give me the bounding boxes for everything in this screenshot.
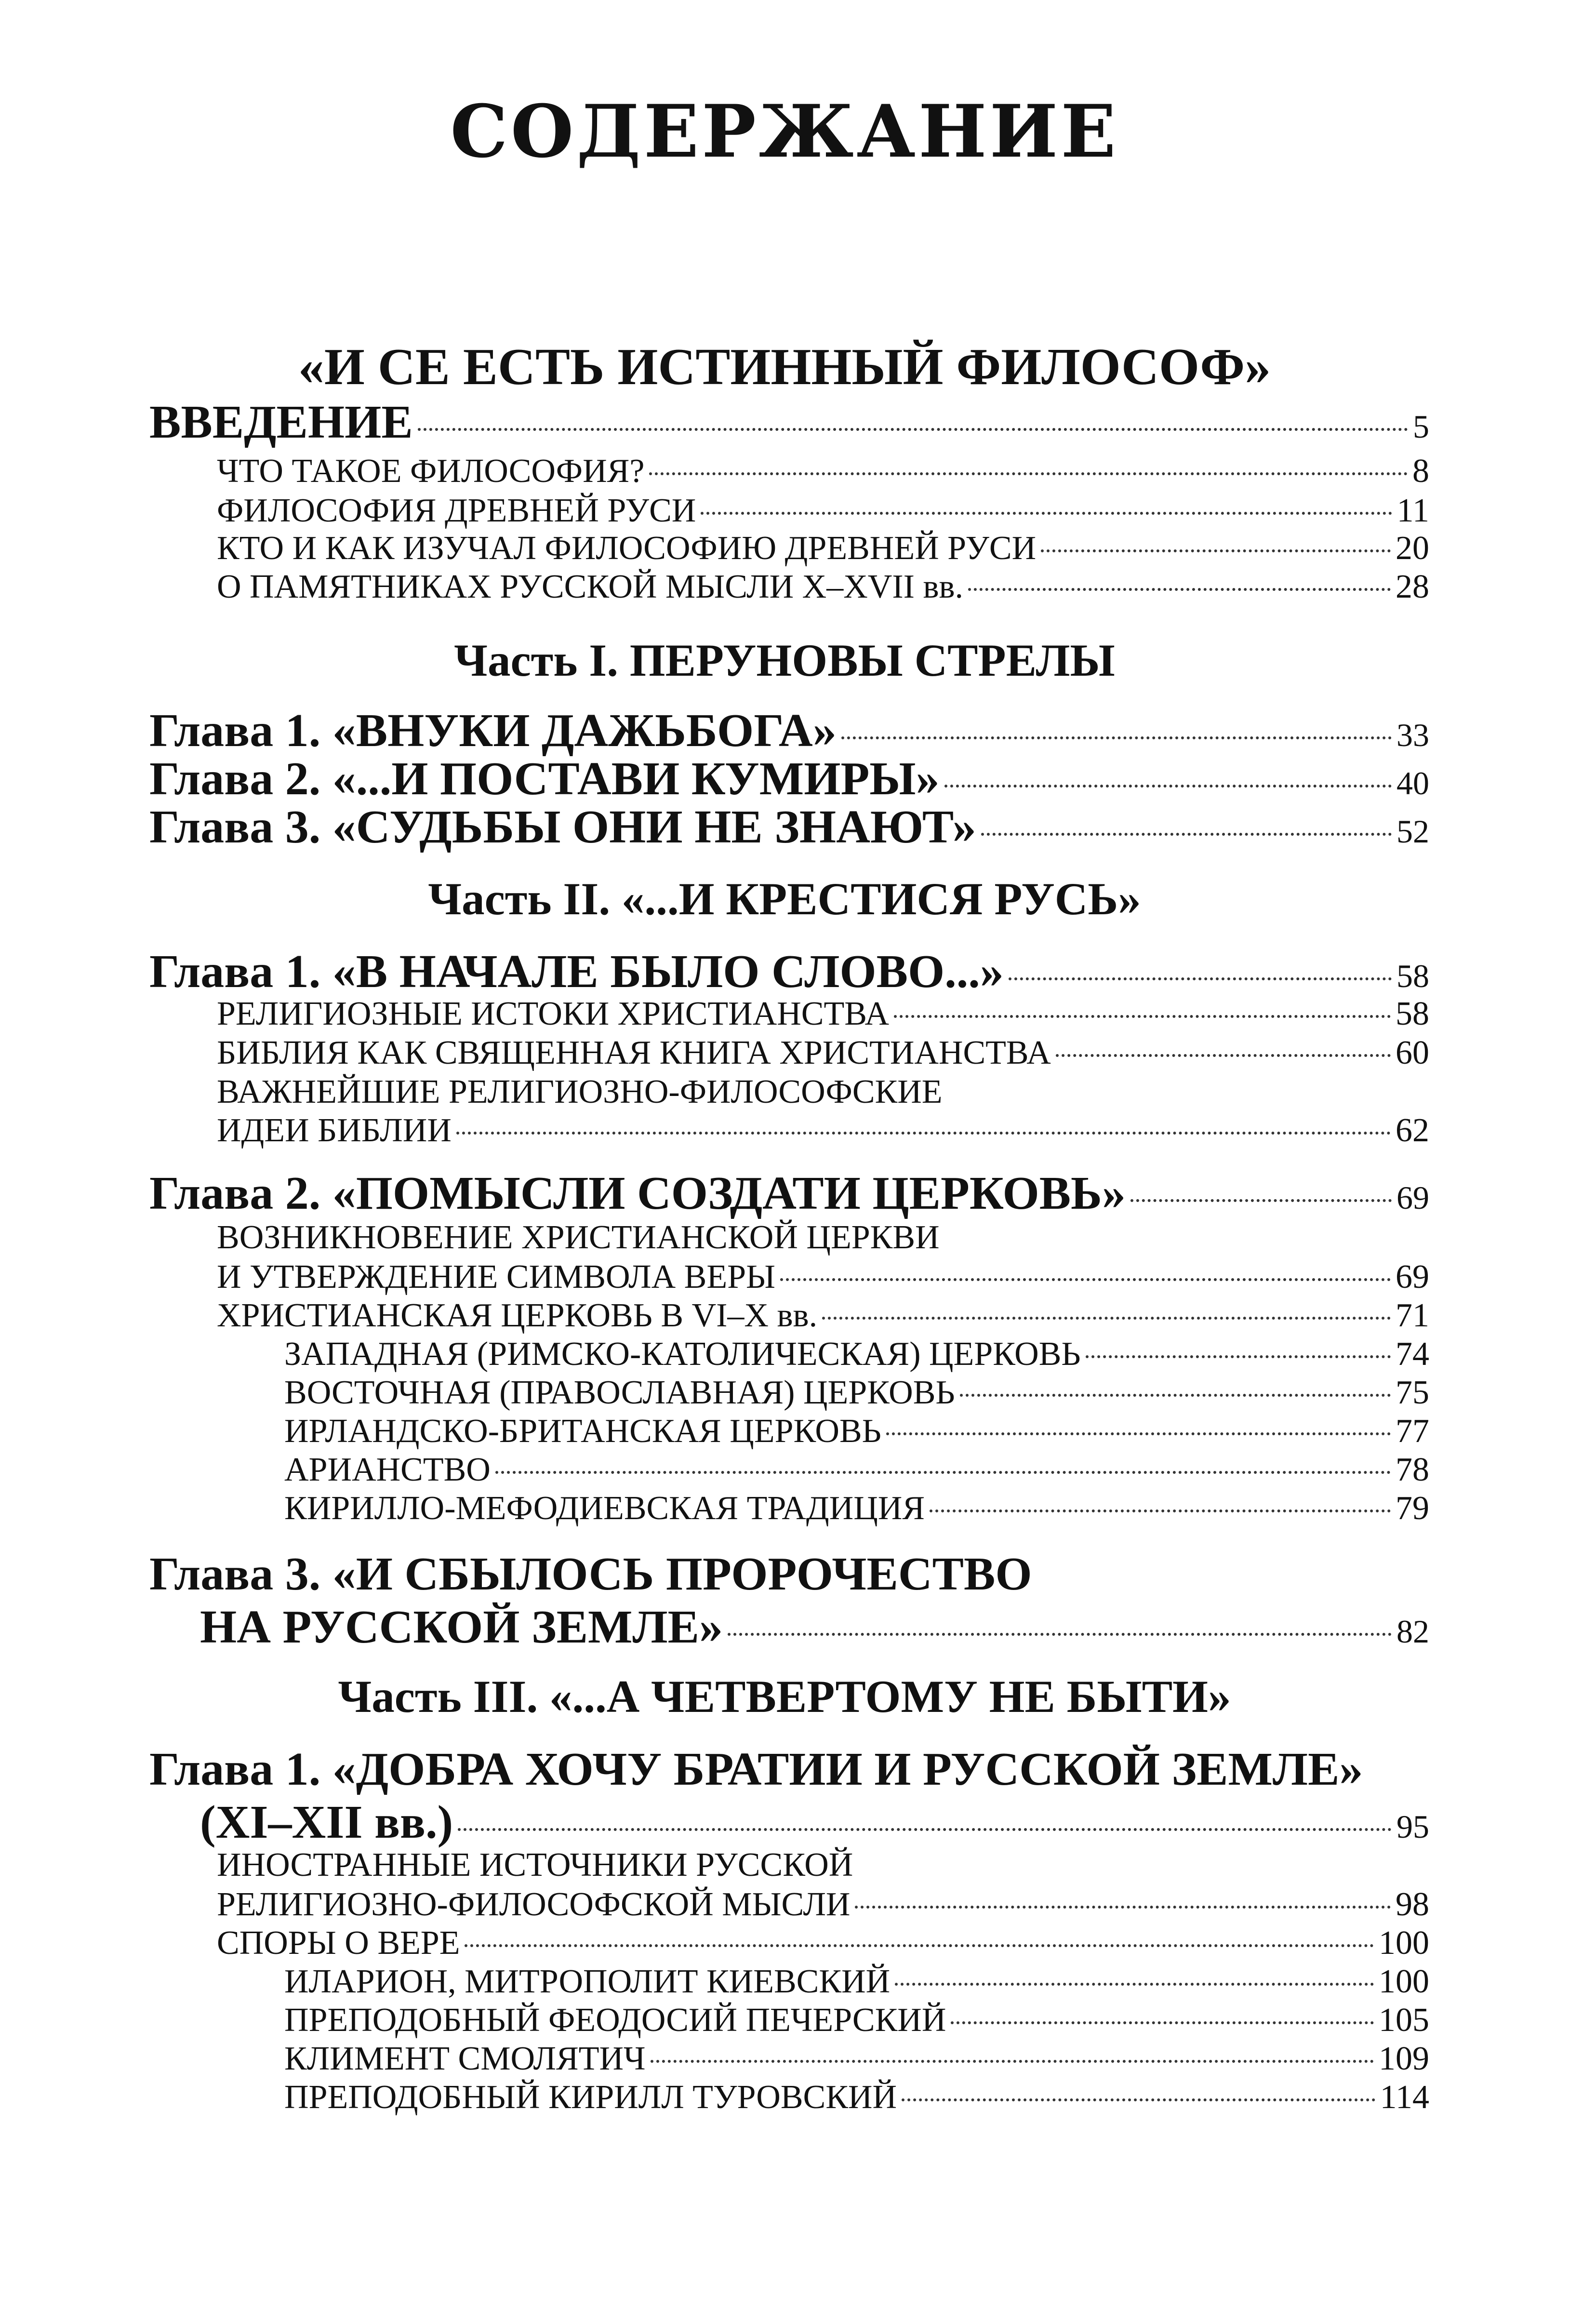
- toc-page-number: 109: [1379, 2040, 1429, 2077]
- toc-page-number: 58: [1396, 958, 1429, 994]
- dot-leader: [495, 1471, 1391, 1474]
- toc-label: ПРЕПОДОБНЫЙ ФЕОДОСИЙ ПЕЧЕРСКИЙ: [284, 2002, 946, 2039]
- toc-entry-line: ВАЖНЕЙШИЕ РЕЛИГИОЗНО-ФИЛОСОФСКИЕ: [217, 1073, 943, 1110]
- toc-label: ФИЛОСОФИЯ ДРЕВНЕЙ РУСИ: [217, 492, 696, 529]
- toc-page-number: 77: [1396, 1413, 1429, 1450]
- toc-page-number: 8: [1412, 453, 1429, 490]
- dot-leader: [1130, 1199, 1392, 1202]
- toc-label: Глава 2. «...И ПОСТАВИ КУМИРЫ»: [149, 753, 940, 805]
- toc-page-number: 11: [1396, 492, 1429, 529]
- toc-page-number: 40: [1396, 765, 1429, 801]
- toc-label: ЧТО ТАКОЕ ФИЛОСОФИЯ?: [217, 453, 645, 490]
- toc-page-number: 98: [1396, 1886, 1429, 1923]
- toc-label: Глава 2. «ПОМЫСЛИ СОЗДАТИ ЦЕРКОВЬ»: [149, 1167, 1126, 1219]
- toc-page-number: 5: [1413, 408, 1429, 445]
- toc-label: Глава 3. «СУДЬБЫ ОНИ НЕ ЗНАЮТ»: [149, 801, 976, 853]
- toc-label: ИДЕИ БИБЛИИ: [217, 1112, 452, 1149]
- toc-page-number: 100: [1379, 1924, 1429, 1962]
- toc-page-number: 58: [1396, 995, 1429, 1032]
- toc-page-number: 82: [1396, 1613, 1429, 1650]
- dot-leader: [902, 2098, 1375, 2101]
- toc-entry[interactable]: [217, 1885, 1429, 1924]
- toc-label: ВОСТОЧНАЯ (ПРАВОСЛАВНАЯ) ЦЕРКОВЬ: [284, 1374, 955, 1411]
- dot-leader: [649, 472, 1408, 475]
- toc-page-number: 71: [1396, 1297, 1429, 1334]
- toc-page-number: 20: [1396, 530, 1429, 567]
- toc-page-number: 114: [1380, 2079, 1429, 2116]
- dot-leader: [651, 2060, 1374, 2063]
- toc-chapter[interactable]: [149, 945, 1429, 999]
- toc-entry-line: ИНОСТРАННЫЕ ИСТОЧНИКИ РУССКОЙ: [217, 1846, 853, 1883]
- toc-page-number: 105: [1379, 2002, 1429, 2039]
- toc-entry[interactable]: [217, 1111, 1429, 1150]
- toc-chapter[interactable]: [200, 1600, 1429, 1654]
- toc-chapter[interactable]: [200, 1795, 1429, 1849]
- dot-leader: [894, 1015, 1391, 1018]
- dot-leader: [944, 785, 1392, 788]
- toc-subentry[interactable]: [284, 1412, 1429, 1451]
- toc-page-number: 79: [1396, 1490, 1429, 1527]
- dot-leader: [822, 1317, 1391, 1320]
- dot-leader: [1009, 977, 1392, 980]
- part-title: Часть II. «...И КРЕСТИСЯ РУСЬ»: [428, 873, 1141, 924]
- toc-subentry[interactable]: [284, 1335, 1429, 1374]
- toc-page-number: 28: [1396, 568, 1429, 605]
- dot-leader: [1056, 1054, 1391, 1057]
- dot-leader: [701, 512, 1392, 515]
- toc-page-number: 78: [1396, 1451, 1429, 1488]
- toc-label: ПРЕПОДОБНЫЙ КИРИЛЛ ТУРОВСКИЙ: [284, 2079, 897, 2116]
- toc-label: РЕЛИГИОЗНО-ФИЛОСОФСКОЙ МЫСЛИ: [217, 1886, 851, 1923]
- toc-entry[interactable]: [217, 1924, 1429, 1963]
- toc-label: И УТВЕРЖДЕНИЕ СИМВОЛА ВЕРЫ: [217, 1258, 776, 1296]
- dot-leader: [981, 833, 1392, 836]
- page-title: СОДЕРЖАНИЕ: [450, 89, 1119, 174]
- toc-entry[interactable]: [217, 1296, 1429, 1335]
- dot-leader: [855, 1906, 1391, 1909]
- toc-entry-line: ВОЗНИКНОВЕНИЕ ХРИСТИАНСКОЙ ЦЕРКВИ: [217, 1219, 940, 1256]
- toc-chapter[interactable]: [149, 1166, 1429, 1220]
- toc-chapter-line: Глава 3. «И СБЫЛОСЬ ПРОРОЧЕСТВО: [149, 1548, 1032, 1600]
- dot-leader: [841, 736, 1392, 739]
- toc-label: ИРЛАНДСКО-БРИТАНСКАЯ ЦЕРКОВЬ: [284, 1413, 881, 1450]
- toc-label: ИЛАРИОН, МИТРОПОЛИТ КИЕВСКИЙ: [284, 1963, 891, 2000]
- toc-label: НА РУССКОЙ ЗЕМЛЕ»: [200, 1601, 723, 1653]
- toc-subentry[interactable]: [284, 1963, 1429, 2001]
- toc-label: БИБЛИЯ КАК СВЯЩЕННАЯ КНИГА ХРИСТИАНСТВА: [217, 1034, 1051, 1071]
- toc-label: Глава 1. «В НАЧАЛЕ БЫЛО СЛОВО...»: [149, 946, 1004, 998]
- toc-subentry[interactable]: [284, 1451, 1429, 1489]
- toc-page-number: 75: [1396, 1374, 1429, 1411]
- toc-label: КИРИЛЛО-МЕФОДИЕВСКАЯ ТРАДИЦИЯ: [284, 1490, 925, 1527]
- dot-leader: [728, 1633, 1392, 1636]
- toc-subentry[interactable]: [284, 1489, 1429, 1528]
- toc-page-number: 74: [1396, 1336, 1429, 1373]
- toc-page-number: 95: [1396, 1808, 1429, 1845]
- toc-entry[interactable]: [217, 452, 1429, 491]
- dot-leader: [886, 1432, 1391, 1435]
- toc-label: ХРИСТИАНСКАЯ ЦЕРКОВЬ В VI–X вв.: [217, 1297, 818, 1334]
- toc-subentry[interactable]: [284, 1374, 1429, 1412]
- toc-page-number: 60: [1396, 1034, 1429, 1071]
- toc-subentry[interactable]: [284, 2040, 1429, 2078]
- toc-label: ВВЕДЕНИЕ: [149, 396, 413, 448]
- toc-entry[interactable]: [217, 995, 1429, 1033]
- toc-label: (XI–XII вв.): [200, 1796, 453, 1848]
- part-title: Часть I. ПЕРУНОВЫ СТРЕЛЫ: [454, 635, 1115, 686]
- toc-label: КЛИМЕНТ СМОЛЯТИЧ: [284, 2040, 646, 2077]
- dot-leader: [458, 1828, 1392, 1831]
- toc-label: РЕЛИГИОЗНЫЕ ИСТОКИ ХРИСТИАНСТВА: [217, 995, 890, 1032]
- toc-entry[interactable]: [217, 1034, 1429, 1072]
- toc-entry[interactable]: [217, 529, 1429, 568]
- toc-page-number: 69: [1396, 1179, 1429, 1216]
- toc-chapter-line: Глава 1. «ДОБРА ХОЧУ БРАТИИ И РУССКОЙ ЗЕМЛЕ»: [149, 1743, 1363, 1795]
- book-title: «И СЕ ЕСТЬ ИСТИННЫЙ ФИЛОСОФ»: [298, 338, 1271, 396]
- toc-entry-intro[interactable]: [149, 395, 1429, 449]
- part-title: Часть III. «...А ЧЕТВЕРТОМУ НЕ БЫТИ»: [338, 1671, 1231, 1722]
- toc-label: ЗАПАДНАЯ (РИМСКО-КАТОЛИЧЕСКАЯ) ЦЕРКОВЬ: [284, 1336, 1081, 1373]
- toc-chapter[interactable]: [149, 752, 1429, 806]
- toc-label: О ПАМЯТНИКАХ РУССКОЙ МЫСЛИ X–XVII вв.: [217, 568, 964, 605]
- toc-subentry[interactable]: [284, 2001, 1429, 2040]
- dot-leader: [930, 1509, 1391, 1512]
- toc-page-number: 62: [1396, 1112, 1429, 1149]
- toc-chapter[interactable]: [149, 800, 1429, 854]
- dot-leader: [780, 1278, 1391, 1281]
- toc-entry[interactable]: [217, 1258, 1429, 1296]
- toc-entry[interactable]: [217, 492, 1429, 530]
- dot-leader: [465, 1944, 1374, 1947]
- toc-page-number: 100: [1379, 1963, 1429, 2000]
- dot-leader: [418, 428, 1408, 431]
- dot-leader: [895, 1983, 1374, 1986]
- toc-page-number: 52: [1396, 813, 1429, 850]
- toc-page-number: 69: [1396, 1258, 1429, 1296]
- toc-subentry[interactable]: [284, 2078, 1429, 2117]
- toc-label: СПОРЫ О ВЕРЕ: [217, 1924, 460, 1962]
- toc-label: КТО И КАК ИЗУЧАЛ ФИЛОСОФИЮ ДРЕВНЕЙ РУСИ: [217, 530, 1037, 567]
- toc-label: Глава 1. «ВНУКИ ДАЖЬБОГА»: [149, 705, 837, 757]
- toc-entry[interactable]: [217, 568, 1429, 606]
- dot-leader: [1041, 549, 1391, 552]
- dot-leader: [951, 2021, 1374, 2024]
- dot-leader: [968, 588, 1391, 591]
- dot-leader: [960, 1394, 1391, 1397]
- toc-label: АРИАНСТВО: [284, 1451, 491, 1488]
- toc-chapter[interactable]: [149, 704, 1429, 758]
- dot-leader: [456, 1132, 1391, 1135]
- dot-leader: [1086, 1355, 1391, 1358]
- toc-page-number: 33: [1396, 717, 1429, 753]
